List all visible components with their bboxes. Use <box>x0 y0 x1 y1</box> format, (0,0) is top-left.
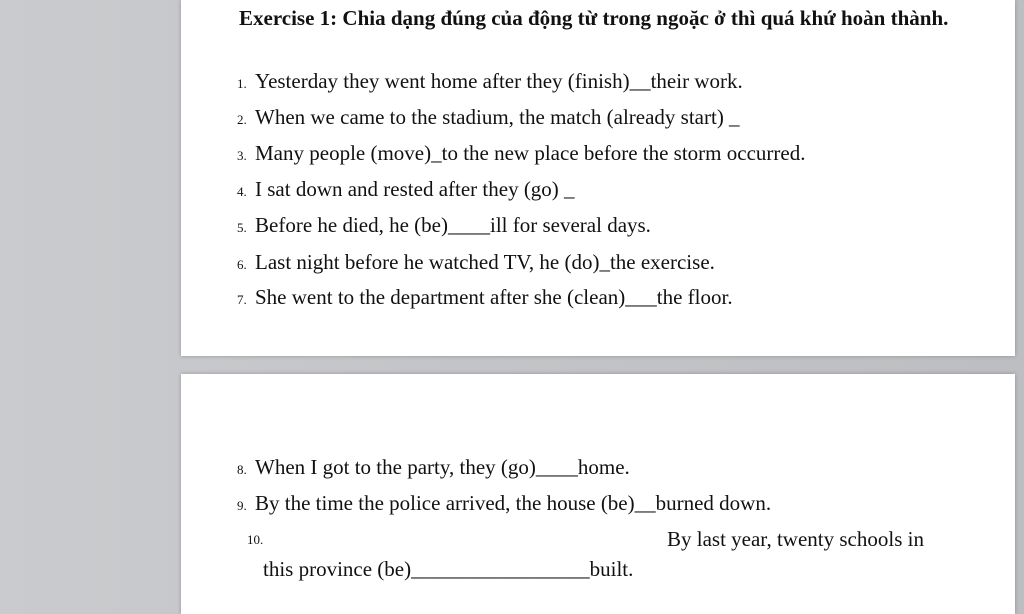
item-text: Before he died, he (be)____ill for several days. <box>255 213 651 237</box>
exercise-item-3 <box>237 140 805 169</box>
item-text: Yesterday they went home after they (finish)__their work. <box>255 69 743 93</box>
exercise-item-5 <box>237 212 651 241</box>
document-page-1 <box>181 0 1015 356</box>
item-number: 5. <box>237 220 247 235</box>
item-number: 2. <box>237 112 247 127</box>
item-text: When I got to the party, they (go)____home. <box>255 455 630 479</box>
item-number: 6. <box>237 257 247 272</box>
exercise-item-10-line-1: By last year, twenty schools in <box>667 527 924 551</box>
exercise-item-4 <box>237 176 575 205</box>
item-number: 1. <box>237 76 247 91</box>
item-text: Last night before he watched TV, he (do)_the exercise. <box>255 250 715 274</box>
item-text: I sat down and rested after they (go) _ <box>255 177 575 201</box>
item-number: 9. <box>237 498 247 513</box>
exercise-item-1 <box>237 68 743 97</box>
item-number: 3. <box>237 148 247 163</box>
item-text: By the time the police arrived, the house (be)__burned down. <box>255 491 772 515</box>
exercise-item-2 <box>237 104 740 133</box>
exercise-item-10-line-2: this province (be)_________________built. <box>263 557 634 581</box>
item-number: 4. <box>237 184 247 199</box>
exercise-title: Exercise 1: Chia dạng đúng của động từ trong ngoặc ở thì quá khứ hoàn thành. <box>239 6 949 30</box>
item-number: 8. <box>237 462 247 477</box>
item-text: She went to the department after she (clean)___the floor. <box>255 285 733 309</box>
exercise-item-6 <box>237 249 715 278</box>
exercise-item-9 <box>237 490 771 519</box>
exercise-item-10-number: 10. <box>247 532 264 547</box>
item-text: When we came to the stadium, the match (already start) _ <box>255 105 740 129</box>
exercise-item-7 <box>237 284 733 313</box>
document-page-2 <box>181 374 1015 614</box>
exercise-item-8 <box>237 454 630 483</box>
item-number: 7. <box>237 292 247 307</box>
item-text: Many people (move)_to the new place before the storm occurred. <box>255 141 806 165</box>
